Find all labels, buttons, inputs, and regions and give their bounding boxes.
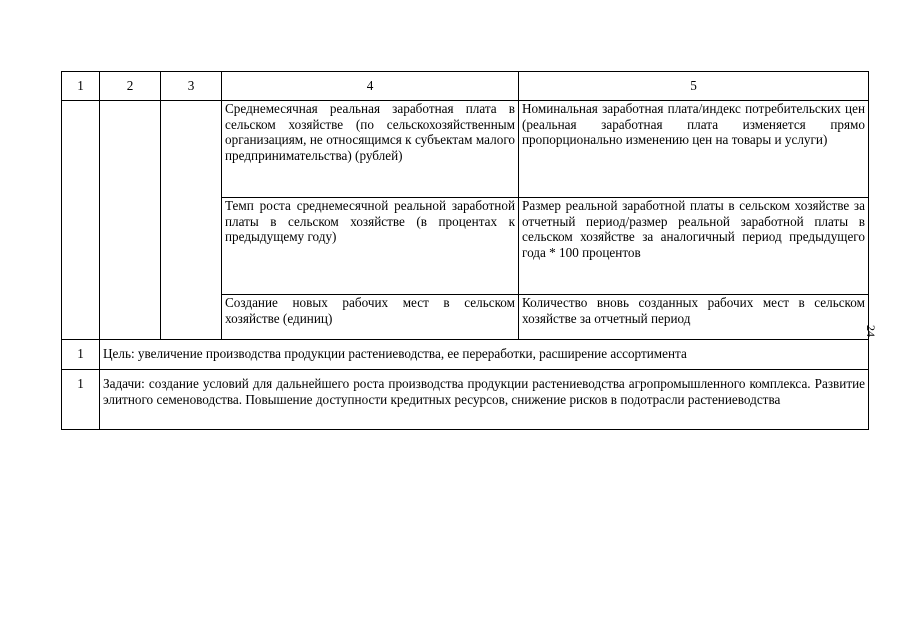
header-cell-2: 2 [100, 72, 161, 101]
goal-text: Цель: увеличение производства продукции растениеводства, ее переработки, расширение ассортимента [100, 340, 869, 370]
header-cell-1: 1 [62, 72, 100, 101]
method-cell: Количество вновь созданных рабочих мест в сельском хозяйстве за отчетный период [519, 295, 869, 340]
indicator-cell: Среднемесячная реальная заработная плата в сельском хозяйстве (по сельскохозяйственным организациям, не относящимся к субъектам малого предпринимательства) (рублей) [222, 101, 519, 198]
tasks-number: 1 [62, 370, 100, 430]
header-cell-3: 3 [161, 72, 222, 101]
header-cell-5: 5 [519, 72, 869, 101]
table-row [62, 101, 869, 198]
tasks-row [62, 370, 869, 430]
indicator-cell: Темп роста среднемесячной реальной заработной платы в сельском хозяйстве (в процентах к предыдущему году) [222, 198, 519, 295]
indicator-cell: Создание новых рабочих мест в сельском хозяйстве (единиц) [222, 295, 519, 340]
page-number: 24 [864, 325, 878, 337]
goal-number: 1 [62, 340, 100, 370]
empty-cell-col3 [161, 101, 222, 340]
goal-row [62, 340, 869, 370]
method-cell: Номинальная заработная плата/индекс потребительских цен (реальная заработная плата изменяется прямо пропорционально изменению цен на товары и услуги) [519, 101, 869, 198]
empty-cell-col1 [62, 101, 100, 340]
header-cell-4: 4 [222, 72, 519, 101]
empty-cell-col2 [100, 101, 161, 340]
header-row [62, 72, 869, 101]
indicators-table [61, 71, 869, 430]
method-cell: Размер реальной заработной платы в сельском хозяйстве за отчетный период/размер реальной заработной платы в сельском хозяйстве за аналогичный период предыдущего года * 100 процентов [519, 198, 869, 295]
tasks-text: Задачи: создание условий для дальнейшего роста производства продукции растениеводства агропромышленного комплекса. Развитие элитного семеноводства. Повышение доступности кредитных ресурсов, снижение рисков в подотрасли растениеводства [100, 370, 869, 430]
